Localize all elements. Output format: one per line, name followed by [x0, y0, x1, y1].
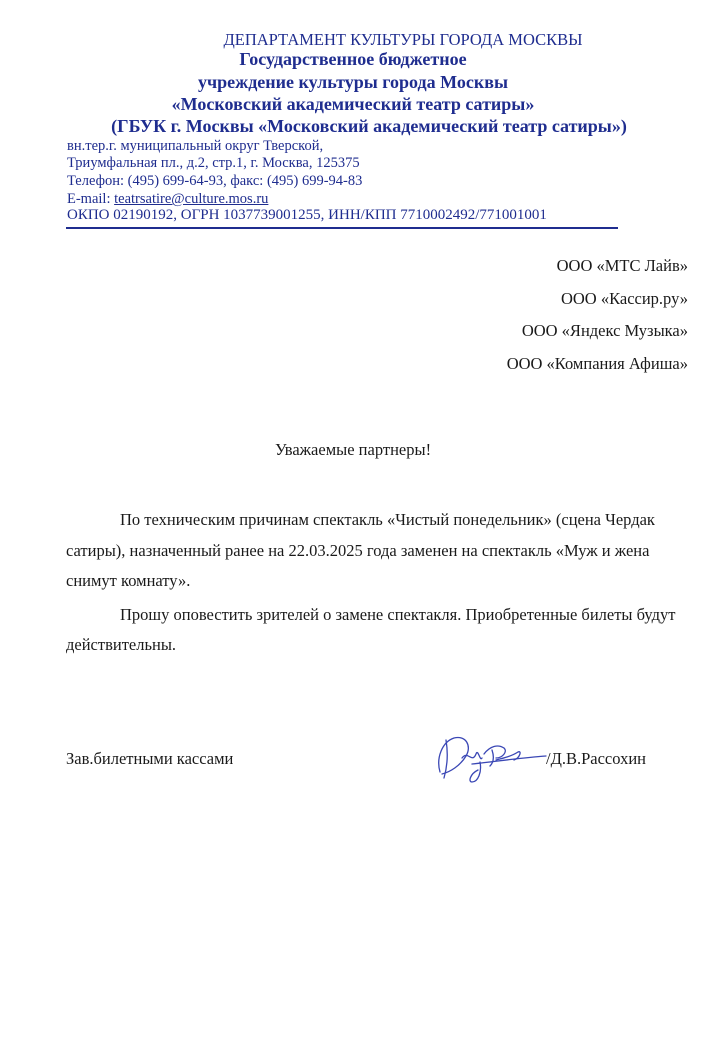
email-link[interactable]: teatrsatire@culture.mos.ru	[114, 191, 269, 207]
letterhead-divider	[66, 227, 618, 229]
body-paragraph: Прошу оповестить зрителей о замене спектакля. Приобретенные билеты будут действительны.	[66, 604, 676, 654]
signatory-position: Зав.билетными кассами	[66, 749, 234, 768]
address-line1: вн.тер.г. муниципальный округ Тверской,	[67, 138, 324, 154]
address-line2: Триумфальная пл., д.2, стр.1, г. Москва, 125375	[67, 155, 360, 171]
organization-name-line3: «Московский академический театр сатиры»	[171, 94, 535, 114]
body-paragraph: По техническим причинам спектакль «Чистый понедельник» (сцена Чердак сатиры), назначенный ранее на 22.03.2025 года заменен на спектакль «Муж и жена снимут комнату».	[66, 510, 655, 590]
letter-body	[66, 505, 686, 661]
phone-fax: Телефон: (495) 699-64-93, факс: (495) 699-94-83	[67, 173, 363, 189]
organization-name-line2: учреждение культуры города Москвы	[197, 72, 508, 92]
recipient: ООО «Кассир.ру»	[560, 288, 688, 308]
email-line	[67, 191, 268, 208]
recipient: ООО «МТС Лайв»	[556, 256, 688, 275]
organization-name-line1: Государственное бюджетное	[239, 49, 467, 69]
registry-codes: ОКПО 02190192, ОГРН 1037739001255, ИНН/КПП 7710002492/771001001	[67, 207, 547, 223]
department-name: ДЕПАРТАМЕНТ КУЛЬТУРЫ ГОРОДА МОСКВЫ	[223, 30, 583, 49]
recipient: ООО «Компания Афиша»	[506, 353, 688, 373]
recipient-list	[507, 250, 688, 380]
salutation: Уважаемые партнеры!	[274, 440, 432, 459]
email-label: E-mail:	[67, 191, 115, 207]
recipient: ООО «Яндекс Музыка»	[521, 321, 688, 340]
signatory-name: /Д.В.Рассохин	[546, 749, 646, 768]
organization-short-name: (ГБУК г. Москвы «Московский академический театр сатиры»)	[111, 116, 627, 136]
handwritten-signature	[432, 728, 550, 786]
